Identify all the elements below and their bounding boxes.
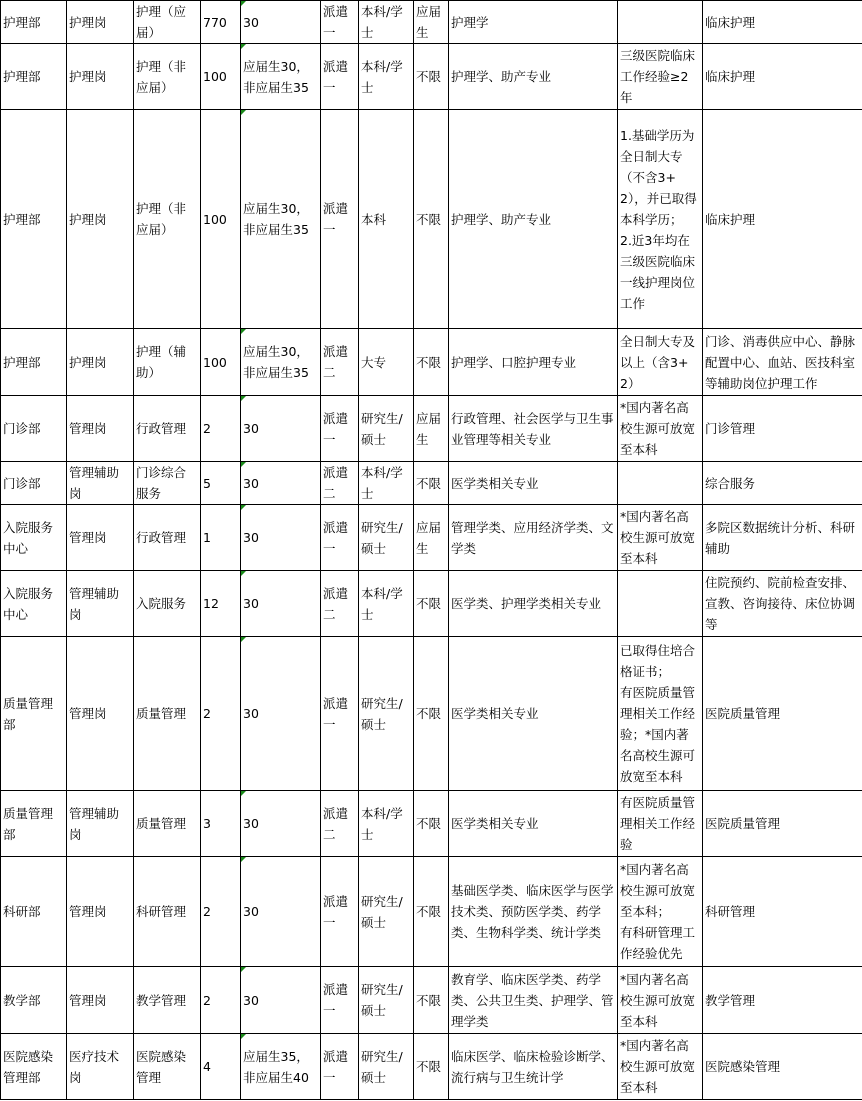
cell-education-text: 本科/学士 <box>361 4 403 40</box>
cell-department <box>1 637 67 791</box>
cell-employment-type-text: 派遣一 <box>323 4 349 40</box>
cell-headcount <box>201 110 241 329</box>
cell-post-type <box>67 396 134 462</box>
cell-graduate-status-text: 应届生 <box>416 4 442 40</box>
cell-headcount <box>201 791 241 857</box>
cell-employment-type <box>321 462 359 505</box>
cell-age-limit <box>241 857 321 967</box>
cell-post-name-text: 质量管理 <box>136 706 187 721</box>
cell-employment-type <box>321 857 359 967</box>
cell-education-text: 研究生/硕士 <box>361 893 403 930</box>
cell-department <box>1 44 67 110</box>
cell-education-text: 研究生/硕士 <box>361 1048 403 1085</box>
cell-employment-type <box>321 571 359 637</box>
cell-post-name-text: 护理（非应届） <box>136 58 187 95</box>
cell-post-type <box>67 505 134 571</box>
cell-graduate-status-text: 不限 <box>416 354 442 370</box>
cell-duties-text: 综合服务 <box>705 475 756 491</box>
cell-department-text: 护理部 <box>3 14 41 30</box>
cell-education-text: 本科/学士 <box>361 58 403 95</box>
cell-education <box>359 571 414 637</box>
cell-department <box>1 1034 67 1100</box>
cell-education <box>359 462 414 505</box>
table-row <box>1 1 862 44</box>
cell-post-name <box>134 396 201 462</box>
cell-age-limit <box>241 637 321 791</box>
cell-employment-type <box>321 505 359 571</box>
cell-other-requirements <box>618 1 703 44</box>
cell-department <box>1 396 67 462</box>
cell-duties-text: 科研管理 <box>705 904 756 919</box>
cell-employment-type-text: 派遣一 <box>323 695 349 732</box>
cell-major-text: 行政管理、社会医学与卫生事业管理等相关专业 <box>451 410 614 447</box>
cell-department-text: 护理部 <box>3 354 41 370</box>
cell-major <box>449 571 618 637</box>
cell-post-type <box>67 44 134 110</box>
cell-age-limit-text: 30 <box>243 596 259 611</box>
cell-post-type <box>67 791 134 857</box>
cell-major-text: 医学类相关专业 <box>451 816 539 831</box>
cell-department-text: 护理部 <box>3 69 41 84</box>
cell-post-type <box>67 462 134 505</box>
cell-duties <box>703 1 862 44</box>
cell-other-requirements <box>618 329 703 396</box>
cell-employment-type-text: 派遣一 <box>323 893 349 930</box>
cell-major-text: 基础医学类、临床医学与医学技术类、预防医学类、药学类、生物科学类、统计学类 <box>451 883 614 940</box>
cell-other-requirements-text: *国内著名高校生源可放宽至本科； 有科研管理工作经验优先 <box>620 862 696 961</box>
cell-major <box>449 110 618 329</box>
cell-other-requirements <box>618 637 703 791</box>
cell-other-requirements-text: 三级医院临床工作经验≥2年 <box>620 48 696 105</box>
cell-post-name <box>134 1034 201 1100</box>
cell-headcount <box>201 1034 241 1100</box>
cell-duties <box>703 791 862 857</box>
cell-education <box>359 329 414 396</box>
cell-headcount <box>201 462 241 505</box>
cell-duties-text: 医院感染管理 <box>705 1059 781 1074</box>
cell-education-text: 研究生/硕士 <box>361 410 403 447</box>
cell-duties <box>703 44 862 110</box>
cell-headcount-text: 2 <box>203 904 211 919</box>
cell-department-text: 入院服务中心 <box>3 519 54 556</box>
cell-duties-text: 教学管理 <box>705 992 756 1008</box>
cell-age-limit-text: 30 <box>243 14 259 30</box>
cell-department <box>1 329 67 396</box>
cell-post-name <box>134 44 201 110</box>
cell-post-name <box>134 571 201 637</box>
table-row <box>1 791 862 857</box>
cell-age-limit-text: 30 <box>243 475 259 491</box>
cell-major <box>449 44 618 110</box>
table-row <box>1 967 862 1034</box>
cell-post-type <box>67 1 134 44</box>
cell-post-name-text: 护理（应届） <box>136 4 187 40</box>
cell-education <box>359 1034 414 1100</box>
cell-other-requirements-text: *国内著名高校生源可放宽至本科 <box>620 971 696 1029</box>
cell-post-name <box>134 637 201 791</box>
cell-age-limit <box>241 1 321 44</box>
cell-department-text: 门诊部 <box>3 421 41 436</box>
cell-major-text: 护理学、口腔护理专业 <box>451 354 577 370</box>
cell-headcount <box>201 44 241 110</box>
cell-other-requirements <box>618 110 703 329</box>
cell-post-type-text: 护理岗 <box>69 211 107 227</box>
cell-other-requirements <box>618 396 703 462</box>
cell-age-limit <box>241 110 321 329</box>
cell-graduate-status-text: 不限 <box>416 816 442 831</box>
cell-education <box>359 396 414 462</box>
cell-post-name-text: 护理（非应届） <box>136 201 187 237</box>
cell-employment-type <box>321 637 359 791</box>
cell-duties <box>703 1034 862 1100</box>
cell-other-requirements <box>618 505 703 571</box>
cell-age-limit-text: 30 <box>243 904 259 919</box>
cell-graduate-status-text: 不限 <box>416 706 442 721</box>
cell-graduate-status <box>414 505 449 571</box>
cell-post-type-text: 管理岗 <box>69 992 107 1008</box>
cell-employment-type <box>321 967 359 1034</box>
cell-employment-type <box>321 110 359 329</box>
cell-headcount <box>201 637 241 791</box>
cell-age-limit-text: 30 <box>243 421 259 436</box>
cell-department-text: 质量管理部 <box>3 695 54 732</box>
cell-education-text: 大专 <box>361 354 387 370</box>
cell-department-text: 门诊部 <box>3 475 41 491</box>
cell-graduate-status-text: 应届生 <box>416 519 442 556</box>
cell-other-requirements-text: 已取得住培合格证书； 有医院质量管理相关工作经验；*国内著名高校生源可放宽至本科 <box>620 643 696 784</box>
cell-education <box>359 791 414 857</box>
cell-post-type <box>67 637 134 791</box>
cell-employment-type-text: 派遣一 <box>323 982 349 1018</box>
cell-employment-type-text: 派遣一 <box>323 58 349 95</box>
table-row <box>1 44 862 110</box>
cell-department <box>1 571 67 637</box>
cell-headcount-text: 2 <box>203 992 211 1008</box>
cell-age-limit-text: 应届生35，非应届生40 <box>243 1048 309 1085</box>
cell-education <box>359 1 414 44</box>
cell-department <box>1 967 67 1034</box>
cell-headcount-text: 770 <box>203 14 227 30</box>
cell-duties-text: 多院区数据统计分析、科研辅助 <box>705 519 856 556</box>
cell-education <box>359 44 414 110</box>
cell-graduate-status <box>414 1034 449 1100</box>
cell-age-limit <box>241 505 321 571</box>
cell-employment-type-text: 派遣一 <box>323 519 349 556</box>
cell-employment-type-text: 派遣一 <box>323 410 349 447</box>
cell-headcount <box>201 396 241 462</box>
cell-department <box>1 505 67 571</box>
cell-duties-text: 临床护理 <box>705 211 756 227</box>
cell-duties <box>703 857 862 967</box>
cell-headcount <box>201 329 241 396</box>
cell-graduate-status <box>414 857 449 967</box>
cell-other-requirements-text: *国内著名高校生源可放宽至本科 <box>620 400 696 457</box>
cell-employment-type <box>321 1034 359 1100</box>
cell-age-limit <box>241 791 321 857</box>
cell-department-text: 医院感染管理部 <box>3 1048 54 1085</box>
cell-age-limit-text: 30 <box>243 816 259 831</box>
cell-other-requirements <box>618 44 703 110</box>
cell-other-requirements-text: 全日制大专及以上（含3+2） <box>620 333 696 391</box>
cell-other-requirements <box>618 791 703 857</box>
cell-duties-text: 住院预约、院前检查安排、宣教、咨询接待、床位协调等 <box>705 575 856 632</box>
cell-post-name-text: 护理（辅助） <box>136 344 187 380</box>
cell-post-name-text: 科研管理 <box>136 904 187 919</box>
cell-post-name <box>134 505 201 571</box>
cell-major-text: 护理学、助产专业 <box>451 69 552 84</box>
cell-graduate-status-text: 不限 <box>416 596 442 611</box>
table-body <box>1 1 862 1100</box>
cell-headcount <box>201 505 241 571</box>
cell-headcount <box>201 571 241 637</box>
cell-post-type-text: 医疗技术岗 <box>69 1048 120 1085</box>
table-row <box>1 571 862 637</box>
cell-duties-text: 医院质量管理 <box>705 706 781 721</box>
cell-post-name-text: 行政管理 <box>136 421 187 436</box>
cell-department <box>1 791 67 857</box>
cell-other-requirements <box>618 1034 703 1100</box>
cell-employment-type <box>321 1 359 44</box>
cell-post-name <box>134 1 201 44</box>
cell-major <box>449 791 618 857</box>
cell-age-limit-text: 30 <box>243 530 259 545</box>
cell-education <box>359 967 414 1034</box>
cell-duties-text: 门诊、消毒供应中心、静脉配置中心、血站、医技科室等辅助岗位护理工作 <box>705 333 856 391</box>
cell-post-name-text: 门诊综合服务 <box>136 465 187 501</box>
cell-age-limit <box>241 967 321 1034</box>
cell-headcount-text: 2 <box>203 421 211 436</box>
cell-education <box>359 637 414 791</box>
cell-post-name <box>134 967 201 1034</box>
cell-department <box>1 462 67 505</box>
cell-post-name-text: 医院感染管理 <box>136 1048 187 1085</box>
cell-post-type-text: 管理岗 <box>69 421 107 436</box>
table-row <box>1 462 862 505</box>
cell-employment-type <box>321 791 359 857</box>
cell-age-limit-text: 30 <box>243 706 259 721</box>
cell-graduate-status <box>414 462 449 505</box>
cell-major <box>449 1 618 44</box>
table-row <box>1 110 862 329</box>
cell-major <box>449 637 618 791</box>
cell-duties-text: 临床护理 <box>705 14 756 30</box>
cell-major <box>449 505 618 571</box>
cell-employment-type <box>321 396 359 462</box>
cell-major-text: 医学类、护理学类相关专业 <box>451 596 602 611</box>
cell-education-text: 本科 <box>361 211 387 227</box>
cell-duties-text: 医院质量管理 <box>705 816 781 831</box>
cell-headcount <box>201 967 241 1034</box>
cell-education-text: 研究生/硕士 <box>361 695 403 732</box>
cell-graduate-status-text: 不限 <box>416 475 442 491</box>
cell-headcount-text: 12 <box>203 596 219 611</box>
cell-age-limit-text: 应届生30，非应届生35 <box>243 344 309 380</box>
cell-education <box>359 110 414 329</box>
cell-employment-type-text: 派遣一 <box>323 201 349 237</box>
cell-graduate-status-text: 不限 <box>416 211 442 227</box>
cell-graduate-status <box>414 44 449 110</box>
table-row <box>1 505 862 571</box>
cell-employment-type <box>321 44 359 110</box>
cell-graduate-status <box>414 1 449 44</box>
cell-employment-type-text: 派遣一 <box>323 1048 349 1085</box>
cell-graduate-status <box>414 110 449 329</box>
cell-major-text: 教育学、临床医学类、药学类、公共卫生类、护理学、管理学类 <box>451 971 614 1029</box>
cell-major-text: 医学类相关专业 <box>451 475 539 491</box>
cell-age-limit <box>241 329 321 396</box>
cell-age-limit <box>241 571 321 637</box>
cell-post-type-text: 管理岗 <box>69 904 107 919</box>
cell-department-text: 质量管理部 <box>3 805 54 842</box>
cell-headcount-text: 100 <box>203 69 227 84</box>
cell-headcount-text: 100 <box>203 354 227 370</box>
cell-major-text: 护理学、助产专业 <box>451 211 552 227</box>
cell-post-type <box>67 329 134 396</box>
cell-post-type-text: 管理辅助岗 <box>69 465 120 501</box>
cell-post-name <box>134 857 201 967</box>
cell-post-type-text: 护理岗 <box>69 354 107 370</box>
cell-duties-text: 门诊管理 <box>705 421 756 436</box>
cell-department <box>1 1 67 44</box>
cell-department-text: 教学部 <box>3 992 41 1008</box>
cell-headcount-text: 5 <box>203 475 211 491</box>
cell-education-text: 本科/学士 <box>361 585 403 622</box>
cell-graduate-status <box>414 791 449 857</box>
cell-other-requirements <box>618 967 703 1034</box>
cell-department <box>1 110 67 329</box>
cell-post-type <box>67 967 134 1034</box>
cell-other-requirements <box>618 462 703 505</box>
cell-major <box>449 857 618 967</box>
cell-other-requirements-text: *国内著名高校生源可放宽至本科 <box>620 509 696 566</box>
cell-post-type-text: 管理岗 <box>69 530 107 545</box>
cell-post-type <box>67 571 134 637</box>
cell-post-name-text: 质量管理 <box>136 816 187 831</box>
cell-duties <box>703 637 862 791</box>
cell-education-text: 本科/学士 <box>361 805 403 842</box>
cell-age-limit <box>241 1034 321 1100</box>
cell-education-text: 研究生/硕士 <box>361 519 403 556</box>
cell-post-name <box>134 110 201 329</box>
cell-post-name-text: 行政管理 <box>136 530 187 545</box>
cell-headcount <box>201 1 241 44</box>
table-row <box>1 637 862 791</box>
cell-post-type <box>67 1034 134 1100</box>
table-row <box>1 396 862 462</box>
cell-duties <box>703 329 862 396</box>
cell-post-type-text: 管理岗 <box>69 706 107 721</box>
cell-major-text: 临床医学、临床检验诊断学、流行病与卫生统计学 <box>451 1048 614 1085</box>
cell-duties <box>703 396 862 462</box>
cell-other-requirements-text: 有医院质量管理相关工作经验 <box>620 795 696 852</box>
cell-other-requirements-text: *国内著名高校生源可放宽至本科 <box>620 1038 696 1095</box>
cell-headcount-text: 3 <box>203 816 211 831</box>
cell-headcount-text: 1 <box>203 530 211 545</box>
cell-post-type <box>67 110 134 329</box>
cell-headcount-text: 4 <box>203 1059 211 1074</box>
cell-major <box>449 1034 618 1100</box>
cell-post-type-text: 管理辅助岗 <box>69 805 120 842</box>
cell-post-type-text: 护理岗 <box>69 14 107 30</box>
cell-duties <box>703 967 862 1034</box>
cell-graduate-status <box>414 396 449 462</box>
cell-education-text: 研究生/硕士 <box>361 982 403 1018</box>
cell-graduate-status <box>414 967 449 1034</box>
cell-post-type <box>67 857 134 967</box>
cell-employment-type <box>321 329 359 396</box>
cell-age-limit <box>241 462 321 505</box>
cell-post-name <box>134 329 201 396</box>
cell-graduate-status <box>414 571 449 637</box>
cell-duties <box>703 505 862 571</box>
cell-employment-type-text: 派遣二 <box>323 585 349 622</box>
cell-duties <box>703 462 862 505</box>
cell-major <box>449 396 618 462</box>
cell-graduate-status-text: 不限 <box>416 69 442 84</box>
cell-age-limit-text: 应届生30，非应届生35 <box>243 201 309 237</box>
cell-graduate-status-text: 不限 <box>416 904 442 919</box>
cell-major-text: 医学类相关专业 <box>451 706 539 721</box>
cell-major-text: 护理学 <box>451 14 489 30</box>
cell-graduate-status-text: 不限 <box>416 1059 442 1074</box>
cell-post-name <box>134 791 201 857</box>
cell-duties <box>703 110 862 329</box>
cell-education-text: 本科/学士 <box>361 465 403 501</box>
cell-other-requirements-text: 1.基础学历为全日制大专（不含3+2），并已取得本科学历； 2.近3年均在三级医院临床一线护理岗位工作 <box>620 127 697 311</box>
cell-other-requirements <box>618 571 703 637</box>
cell-department-text: 护理部 <box>3 211 41 227</box>
cell-major <box>449 967 618 1034</box>
cell-department-text: 入院服务中心 <box>3 585 54 622</box>
cell-major-text: 管理学类、应用经济学类、文学类 <box>451 519 614 556</box>
cell-major <box>449 329 618 396</box>
cell-department-text: 科研部 <box>3 904 41 919</box>
cell-duties <box>703 571 862 637</box>
cell-age-limit <box>241 44 321 110</box>
cell-post-type-text: 管理辅助岗 <box>69 585 120 622</box>
cell-post-name <box>134 462 201 505</box>
cell-employment-type-text: 派遣二 <box>323 805 349 842</box>
cell-education <box>359 857 414 967</box>
cell-graduate-status <box>414 329 449 396</box>
cell-post-name-text: 教学管理 <box>136 992 187 1008</box>
cell-headcount-text: 2 <box>203 706 211 721</box>
cell-other-requirements <box>618 857 703 967</box>
cell-post-type-text: 护理岗 <box>69 69 107 84</box>
cell-education <box>359 505 414 571</box>
cell-age-limit <box>241 396 321 462</box>
cell-post-name-text: 入院服务 <box>136 596 187 611</box>
cell-employment-type-text: 派遣二 <box>323 344 349 380</box>
cell-employment-type-text: 派遣二 <box>323 465 349 501</box>
cell-headcount <box>201 857 241 967</box>
table-row <box>1 857 862 967</box>
cell-major <box>449 462 618 505</box>
table-row <box>1 329 862 396</box>
cell-age-limit-text: 应届生30，非应届生35 <box>243 58 309 95</box>
cell-headcount-text: 100 <box>203 211 227 227</box>
cell-graduate-status-text: 应届生 <box>416 410 442 447</box>
cell-department <box>1 857 67 967</box>
table-row <box>1 1034 862 1100</box>
cell-graduate-status <box>414 637 449 791</box>
cell-graduate-status-text: 不限 <box>416 992 442 1008</box>
cell-age-limit-text: 30 <box>243 992 259 1008</box>
cell-duties-text: 临床护理 <box>705 69 756 84</box>
